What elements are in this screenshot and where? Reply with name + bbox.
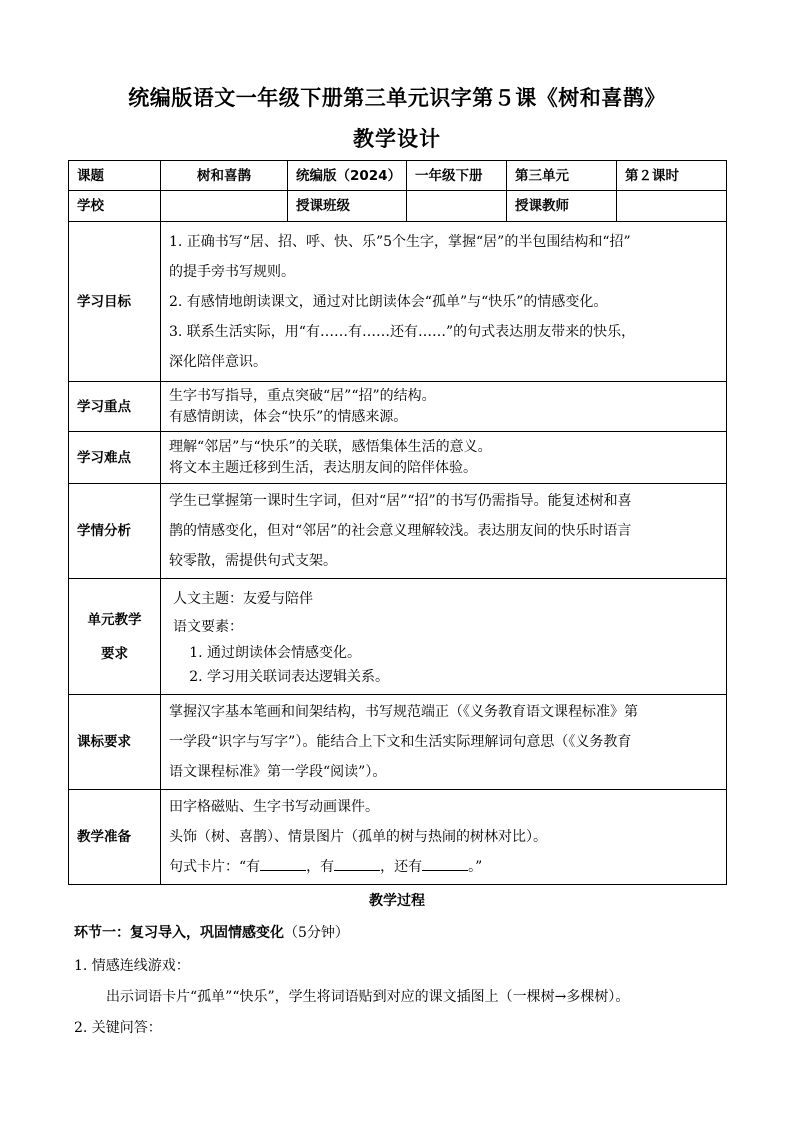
goal-line: 3. 联系生活实际，用“有……有……还有……”的句式表达朋友带来的快乐， bbox=[169, 323, 636, 340]
standard-line: 掌握汉字基本笔画和间架结构，书写规范端正（《义务教育语文课程标准》第 bbox=[169, 704, 638, 720]
table-row bbox=[69, 579, 727, 695]
stage-1-heading bbox=[74, 922, 349, 942]
cell-unit: 第三单元 bbox=[507, 161, 617, 191]
cell-teacher-label: 授课教师 bbox=[507, 191, 617, 222]
cell-difficulties-content bbox=[161, 432, 727, 484]
analysis-line: 较零散，需提供句式支架。 bbox=[169, 553, 337, 569]
unit-req-label-line: 要求 bbox=[101, 645, 128, 662]
cell-grade: 一年级下册 bbox=[407, 161, 507, 191]
cell-prep-label: 教学准备 bbox=[69, 790, 161, 885]
cell-edition: 统编版（2024） bbox=[288, 161, 407, 191]
table-row bbox=[69, 161, 727, 191]
cell-class-label: 授课班级 bbox=[288, 191, 407, 222]
analysis-line: 鹊的情感变化，但对“邻居”的社会意义理解较浅。表达朋友间的快乐时语言 bbox=[169, 523, 632, 539]
document-subtitle: 教学设计 bbox=[353, 127, 441, 151]
process-item-1: 1. 情感连线游戏： bbox=[74, 958, 190, 974]
table-row bbox=[69, 484, 727, 579]
cell-standard-label: 课标要求 bbox=[69, 695, 161, 790]
blank-line bbox=[260, 856, 306, 871]
unit-req-list bbox=[169, 641, 718, 689]
process-item-2: 2. 关键问答： bbox=[74, 1020, 162, 1036]
goal-line: 的提手旁书写规则。 bbox=[169, 263, 295, 280]
table-row bbox=[69, 382, 727, 432]
cell-period: 第２课时 bbox=[617, 161, 727, 191]
cell-prep-content bbox=[161, 790, 727, 885]
difficulty-line: 理解“邻居”与“快乐”的关联，感悟集体生活的意义。 bbox=[169, 438, 492, 455]
card-end: 。” bbox=[468, 859, 483, 875]
card-mid: ，有 bbox=[306, 859, 335, 875]
prep-line: 头饰（树、喜鹊）、情景图片（孤单的树与热闹的树林对比）。 bbox=[169, 829, 547, 845]
process-title: 教学过程 bbox=[369, 893, 425, 909]
cell-standard-content bbox=[161, 695, 727, 790]
keypoint-line: 有感情朗读，体会“快乐”的情感来源。 bbox=[169, 408, 408, 425]
difficulty-line: 将文本主题迁移到生活，表达朋友间的陪伴体验。 bbox=[169, 459, 477, 476]
cell-school-label: 学校 bbox=[69, 191, 161, 222]
blank-line bbox=[422, 856, 468, 871]
list-item: 1. 通过朗读体会情感变化。 bbox=[207, 641, 718, 665]
standard-line: 一学段“识字与写字”）。能结合上下文和生活实际理解词句意思（《义务教育 bbox=[169, 734, 632, 750]
cell-school-value bbox=[161, 191, 288, 222]
table-row bbox=[69, 790, 727, 885]
card-mid: ，还有 bbox=[380, 859, 423, 875]
unit-lang-title: 语文要素： bbox=[173, 618, 243, 635]
process-item-1-detail: 出示词语卡片“孤单”“快乐”，学生将词语贴到对应的课文插图上（一棵树→多棵树）。 bbox=[106, 989, 630, 1005]
table-row bbox=[69, 695, 727, 790]
cell-goals-content bbox=[161, 222, 727, 382]
cell-unit-req-label bbox=[69, 579, 161, 695]
cell-analysis-label: 学情分析 bbox=[69, 484, 161, 579]
cell-analysis-content bbox=[161, 484, 727, 579]
goal-line: 1. 正确书写“居、招、呼、快、乐”5个生字，掌握“居”的半包围结构和“招” bbox=[169, 233, 631, 250]
goal-line: 2. 有感情地朗读课文，通过对比朗读体会“孤单”与“快乐”的情感变化。 bbox=[169, 293, 608, 310]
card-prefix: 句式卡片：“有 bbox=[169, 859, 261, 875]
cell-teacher-value bbox=[617, 191, 727, 222]
list-item: 2. 学习用关联词表达逻辑关系。 bbox=[207, 665, 718, 689]
blank-line bbox=[334, 856, 380, 871]
lesson-info-table bbox=[68, 160, 727, 885]
keypoint-line: 生字书写指导，重点突破“居”“招”的结构。 bbox=[169, 387, 436, 404]
cell-keypoints-content bbox=[161, 382, 727, 432]
unit-theme: 人文主题：友爱与陪伴 bbox=[173, 590, 313, 607]
cell-goals-label: 学习目标 bbox=[69, 222, 161, 382]
cell-keypoints-label: 学习重点 bbox=[69, 382, 161, 432]
table-row bbox=[69, 432, 727, 484]
prep-line: 田字格磁贴、生字书写动画课件。 bbox=[169, 799, 379, 815]
unit-req-label-line: 单元教学 bbox=[87, 611, 142, 628]
stage-1-title: 环节一：复习导入，巩固情感变化 bbox=[74, 925, 284, 941]
standard-line: 语文课程标准》第一学段“阅读”）。 bbox=[169, 764, 387, 780]
cell-unit-req-content bbox=[161, 579, 727, 695]
stage-1-time: （5分钟） bbox=[284, 925, 349, 941]
document-title: 统编版语文一年级下册第三单元识字第５课《树和喜鹊》 bbox=[128, 86, 666, 110]
cell-course-title: 树和喜鹊 bbox=[161, 161, 288, 191]
cell-course-label: 课题 bbox=[69, 161, 161, 191]
cell-class-value bbox=[407, 191, 507, 222]
table-row bbox=[69, 191, 727, 222]
table-row bbox=[69, 222, 727, 382]
analysis-line: 学生已掌握第一课时生字词，但对“居”“招”的书写仍需指导。能复述树和喜 bbox=[169, 493, 632, 509]
cell-difficulties-label: 学习难点 bbox=[69, 432, 161, 484]
sentence-card-line bbox=[169, 852, 718, 882]
goal-line: 深化陪伴意识。 bbox=[169, 353, 267, 370]
